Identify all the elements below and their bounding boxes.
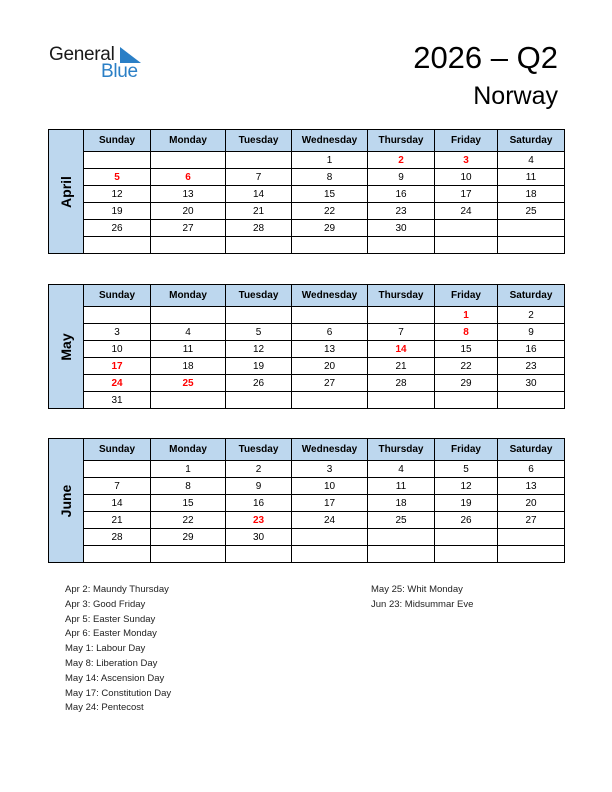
holiday-list-item: May 1: Labour Day <box>65 643 146 655</box>
country-name: Norway <box>473 82 558 110</box>
date-cell <box>368 546 435 563</box>
date-cell: 21 <box>368 358 435 375</box>
week-row <box>49 392 565 409</box>
date-cell: 4 <box>498 152 565 169</box>
weekday-header: Thursday <box>368 130 435 152</box>
date-cell: 27 <box>292 375 368 392</box>
weekday-header-row <box>49 439 565 461</box>
date-cell: 27 <box>498 512 565 529</box>
date-cell <box>368 392 435 409</box>
date-cell <box>498 529 565 546</box>
week-row <box>49 529 565 546</box>
week-row <box>49 512 565 529</box>
date-cell: 22 <box>292 203 368 220</box>
weekday-header: Sunday <box>84 130 151 152</box>
date-cell <box>226 307 292 324</box>
weekday-header: Friday <box>435 130 498 152</box>
holiday-date-cell: 23 <box>226 512 292 529</box>
week-row <box>49 341 565 358</box>
weekday-header: Thursday <box>368 439 435 461</box>
date-cell: 5 <box>226 324 292 341</box>
date-cell: 29 <box>435 375 498 392</box>
date-cell: 30 <box>498 375 565 392</box>
date-cell <box>498 220 565 237</box>
date-cell: 13 <box>151 186 226 203</box>
date-cell: 5 <box>435 461 498 478</box>
calendar-table <box>48 284 565 409</box>
date-cell: 19 <box>226 358 292 375</box>
date-cell: 16 <box>498 341 565 358</box>
date-cell <box>151 307 226 324</box>
date-cell: 16 <box>226 495 292 512</box>
holiday-list-item: Apr 3: Good Friday <box>65 598 146 610</box>
date-cell <box>84 152 151 169</box>
date-cell: 31 <box>84 392 151 409</box>
date-cell <box>151 237 226 254</box>
date-cell: 27 <box>151 220 226 237</box>
brand-logo <box>49 44 149 84</box>
date-cell: 2 <box>498 307 565 324</box>
date-cell: 7 <box>226 169 292 186</box>
date-cell: 28 <box>226 220 292 237</box>
date-cell: 16 <box>368 186 435 203</box>
month-label: June <box>49 439 84 563</box>
date-cell: 20 <box>292 358 368 375</box>
date-cell: 6 <box>292 324 368 341</box>
date-cell <box>226 392 292 409</box>
holiday-list-item: May 8: Liberation Day <box>65 657 158 669</box>
date-cell <box>151 152 226 169</box>
date-cell: 26 <box>84 220 151 237</box>
date-cell <box>292 546 368 563</box>
holiday-date-cell: 14 <box>368 341 435 358</box>
date-cell: 24 <box>292 512 368 529</box>
weekday-header-row <box>49 130 565 152</box>
date-cell: 7 <box>84 478 151 495</box>
weekday-header: Monday <box>151 285 226 307</box>
week-row <box>49 203 565 220</box>
date-cell: 10 <box>292 478 368 495</box>
week-row <box>49 324 565 341</box>
date-cell: 8 <box>151 478 226 495</box>
date-cell: 15 <box>151 495 226 512</box>
weekday-header: Wednesday <box>292 130 368 152</box>
date-cell: 18 <box>368 495 435 512</box>
holiday-list-item: May 14: Ascension Day <box>65 672 165 684</box>
week-row <box>49 478 565 495</box>
holiday-list-item: Jun 23: Midsummar Eve <box>371 598 474 610</box>
date-cell: 6 <box>498 461 565 478</box>
weekday-header: Saturday <box>498 439 565 461</box>
date-cell <box>435 546 498 563</box>
date-cell: 17 <box>435 186 498 203</box>
date-cell: 3 <box>292 461 368 478</box>
date-cell: 28 <box>84 529 151 546</box>
date-cell: 13 <box>498 478 565 495</box>
date-cell <box>151 546 226 563</box>
date-cell: 23 <box>368 203 435 220</box>
week-row <box>49 358 565 375</box>
date-cell: 9 <box>226 478 292 495</box>
weekday-header: Thursday <box>368 285 435 307</box>
week-row <box>49 152 565 169</box>
date-cell <box>226 546 292 563</box>
week-row <box>49 546 565 563</box>
date-cell: 26 <box>226 375 292 392</box>
date-cell: 1 <box>151 461 226 478</box>
date-cell: 11 <box>498 169 565 186</box>
holiday-list-item: May 17: Constitution Day <box>65 687 172 699</box>
date-cell: 29 <box>292 220 368 237</box>
date-cell: 12 <box>226 341 292 358</box>
date-cell: 25 <box>498 203 565 220</box>
date-cell <box>84 461 151 478</box>
date-cell <box>435 392 498 409</box>
holiday-list-item: Apr 2: Maundy Thursday <box>65 584 169 595</box>
weekday-header: Tuesday <box>226 439 292 461</box>
brand-name-blue: Blue <box>101 61 138 82</box>
date-cell <box>226 152 292 169</box>
date-cell: 19 <box>84 203 151 220</box>
week-row <box>49 375 565 392</box>
date-cell: 7 <box>368 324 435 341</box>
weekday-header: Wednesday <box>292 439 368 461</box>
date-cell: 30 <box>226 529 292 546</box>
date-cell: 21 <box>226 203 292 220</box>
weekday-header-row <box>49 285 565 307</box>
weekday-header: Monday <box>151 130 226 152</box>
holiday-date-cell: 3 <box>435 152 498 169</box>
date-cell: 9 <box>368 169 435 186</box>
weekday-header: Tuesday <box>226 130 292 152</box>
date-cell <box>368 529 435 546</box>
date-cell: 9 <box>498 324 565 341</box>
weekday-header: Saturday <box>498 285 565 307</box>
date-cell <box>84 237 151 254</box>
date-cell: 26 <box>435 512 498 529</box>
date-cell: 10 <box>84 341 151 358</box>
week-row <box>49 169 565 186</box>
date-cell <box>292 392 368 409</box>
holiday-date-cell: 2 <box>368 152 435 169</box>
date-cell: 30 <box>368 220 435 237</box>
date-cell: 13 <box>292 341 368 358</box>
date-cell: 24 <box>435 203 498 220</box>
weekday-header: Friday <box>435 285 498 307</box>
weekday-header: Sunday <box>84 285 151 307</box>
date-cell: 11 <box>151 341 226 358</box>
date-cell: 28 <box>368 375 435 392</box>
date-cell <box>498 237 565 254</box>
holiday-list-item: May 25: Whit Monday <box>371 584 463 595</box>
week-row <box>49 186 565 203</box>
month-label: April <box>49 130 84 254</box>
week-row <box>49 220 565 237</box>
weekday-header: Friday <box>435 439 498 461</box>
weekday-header: Sunday <box>84 439 151 461</box>
month-calendar-april <box>48 129 564 254</box>
holiday-date-cell: 24 <box>84 375 151 392</box>
date-cell: 12 <box>84 186 151 203</box>
date-cell: 2 <box>226 461 292 478</box>
week-row <box>49 307 565 324</box>
date-cell: 17 <box>292 495 368 512</box>
date-cell: 15 <box>292 186 368 203</box>
month-label: May <box>49 285 84 409</box>
holiday-date-cell: 17 <box>84 358 151 375</box>
month-calendar-june <box>48 438 564 563</box>
date-cell: 8 <box>292 169 368 186</box>
date-cell: 18 <box>498 186 565 203</box>
date-cell <box>368 307 435 324</box>
date-cell <box>84 307 151 324</box>
holiday-date-cell: 8 <box>435 324 498 341</box>
date-cell <box>226 237 292 254</box>
date-cell <box>292 307 368 324</box>
brand-name-general: General <box>49 44 115 65</box>
holiday-date-cell: 1 <box>435 307 498 324</box>
holiday-list-item: Apr 5: Easter Sunday <box>65 613 156 625</box>
holiday-list-col2 <box>371 583 473 613</box>
date-cell <box>498 392 565 409</box>
date-cell <box>435 529 498 546</box>
date-cell: 14 <box>84 495 151 512</box>
date-cell: 3 <box>84 324 151 341</box>
date-cell <box>368 237 435 254</box>
month-calendar-may <box>48 284 564 409</box>
weekday-header: Wednesday <box>292 285 368 307</box>
holiday-date-cell: 6 <box>151 169 226 186</box>
weekday-header: Monday <box>151 439 226 461</box>
date-cell: 12 <box>435 478 498 495</box>
holiday-list-item: May 24: Pentecost <box>65 702 144 714</box>
week-row <box>49 495 565 512</box>
calendar-table <box>48 129 565 254</box>
date-cell: 25 <box>368 512 435 529</box>
date-cell: 14 <box>226 186 292 203</box>
holiday-date-cell: 5 <box>84 169 151 186</box>
date-cell: 15 <box>435 341 498 358</box>
date-cell: 29 <box>151 529 226 546</box>
holiday-list-item: Apr 6: Easter Monday <box>65 628 157 640</box>
date-cell <box>498 546 565 563</box>
date-cell <box>435 237 498 254</box>
date-cell: 4 <box>151 324 226 341</box>
date-cell <box>435 220 498 237</box>
date-cell: 20 <box>151 203 226 220</box>
date-cell: 23 <box>498 358 565 375</box>
date-cell <box>292 529 368 546</box>
date-cell <box>292 237 368 254</box>
date-cell: 21 <box>84 512 151 529</box>
date-cell: 22 <box>151 512 226 529</box>
date-cell: 22 <box>435 358 498 375</box>
date-cell: 10 <box>435 169 498 186</box>
date-cell: 20 <box>498 495 565 512</box>
date-cell: 1 <box>292 152 368 169</box>
weekday-header: Tuesday <box>226 285 292 307</box>
calendar-table <box>48 438 565 563</box>
page-title: 2026 – Q2 <box>413 40 558 75</box>
weekday-header: Saturday <box>498 130 565 152</box>
date-cell: 4 <box>368 461 435 478</box>
holiday-list-col1 <box>65 583 171 716</box>
week-row <box>49 461 565 478</box>
date-cell: 19 <box>435 495 498 512</box>
date-cell: 18 <box>151 358 226 375</box>
date-cell <box>84 546 151 563</box>
date-cell <box>151 392 226 409</box>
holiday-date-cell: 25 <box>151 375 226 392</box>
date-cell: 11 <box>368 478 435 495</box>
week-row <box>49 237 565 254</box>
